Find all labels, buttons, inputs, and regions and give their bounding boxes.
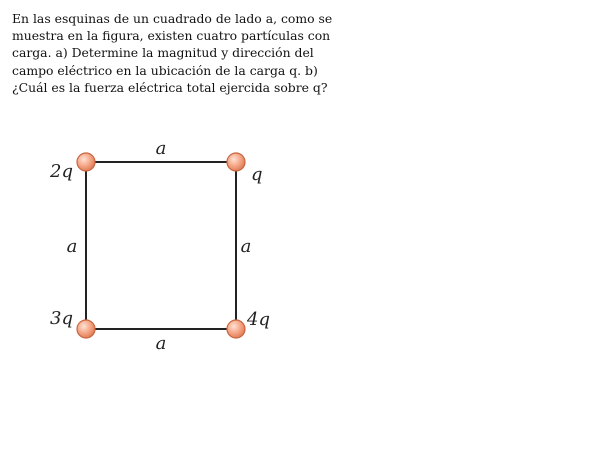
side-label-bottom: a xyxy=(155,333,167,354)
charge-bottom-right xyxy=(227,320,245,338)
charge-label-top-left: 2q xyxy=(50,161,73,182)
problem-line-3: carga. a) Determine la magnitud y dirección del xyxy=(12,45,314,61)
charge-label-top-right: q xyxy=(251,164,263,185)
charge-top-right xyxy=(227,153,245,171)
charge-label-bottom-left: 3q xyxy=(50,308,73,329)
problem-line-1: En las esquinas de un cuadrado de lado a, como se xyxy=(12,11,333,26)
side-label-top: a xyxy=(155,138,167,159)
charge-top-left xyxy=(77,153,95,171)
side-label-left: a xyxy=(66,236,78,257)
problem-line-4: campo eléctrico en la ubicación de la carga q. b) xyxy=(12,62,318,78)
charge-label-bottom-right: 4q xyxy=(247,309,270,330)
problem-line-5: ¿Cuál es la fuerza eléctrica total ejercida sobre q? xyxy=(12,79,328,95)
charge-bottom-left xyxy=(77,320,95,338)
problem-line-2: muestra en la figura, existen cuatro partículas con xyxy=(12,28,331,44)
side-label-right: a xyxy=(240,236,252,257)
